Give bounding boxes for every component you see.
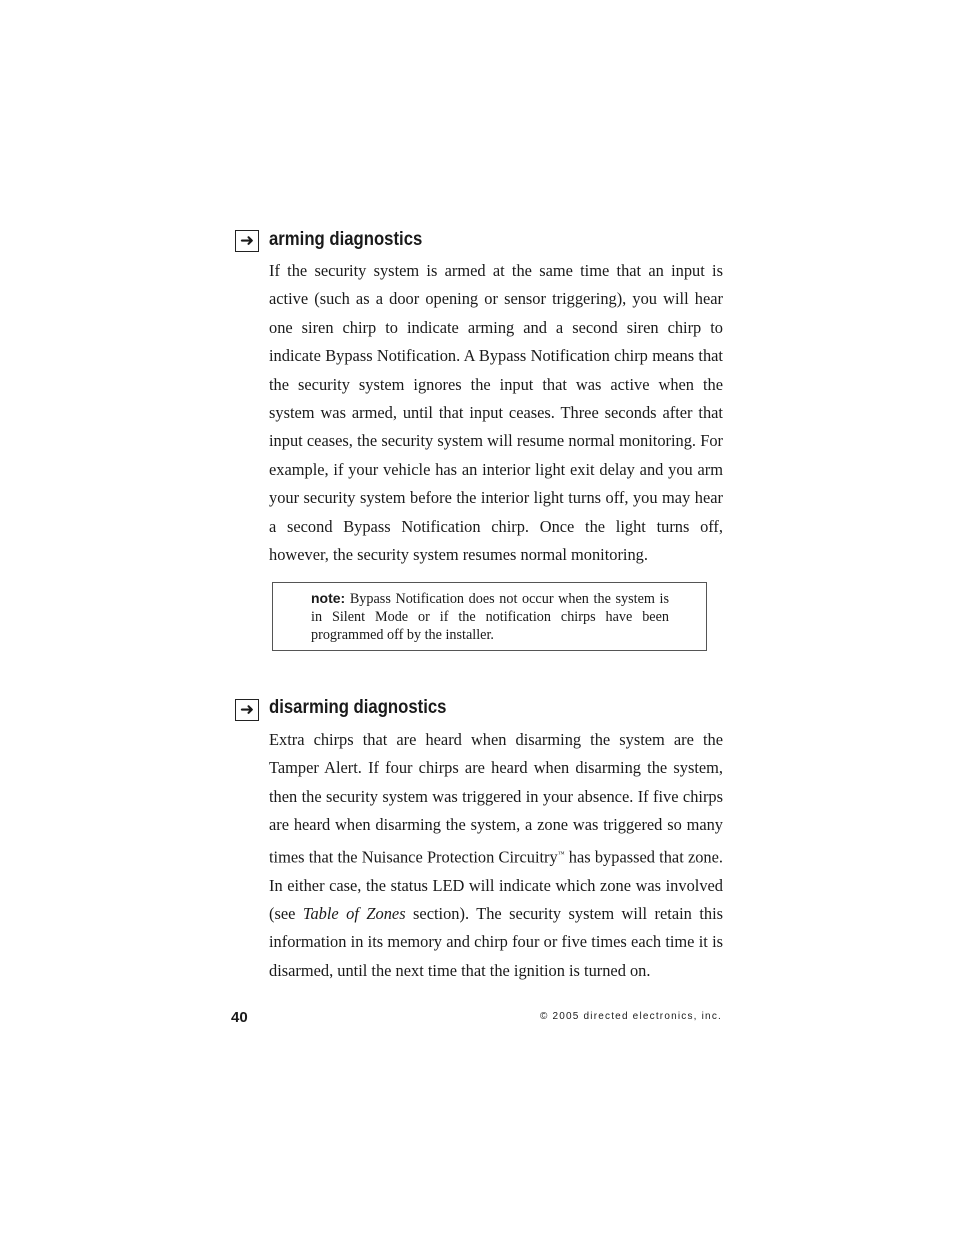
table-of-zones-reference: Table of Zones (302, 903, 406, 923)
note-text (311, 589, 669, 644)
note-box (272, 582, 707, 651)
section-heading-disarming: disarming diagnostics (269, 697, 447, 718)
right-arrow-icon: ➜ (235, 230, 259, 252)
body-text-part2: has bypassed that zone. In either case, the status LED will indicate which zone was involved (see (269, 847, 723, 923)
section-body-arming: If the security system is armed at the same time that an input is active (such as a door opening or sensor triggering), you will hear one siren chirp to indicate arming and a second siren chirp to indicate Bypass Notification. A Bypass Notification chirp means that the security system ignores the input that was active when the system was armed, until that input ceases. Three seconds after that input ceases, the security system will resume normal monitoring. For example, if your vehicle has an interior light exit delay and you arm your security system before the interior light turns off, you may hear a second Bypass Notification chirp. Once the light turns off, however, the security system resumes normal monitoring. (269, 261, 723, 565)
note-body: Bypass Notification does not occur when the system is in Silent Mode or if the notification chirps have been programmed off by the installer. (311, 591, 669, 643)
page-number: 40 (231, 1009, 248, 1026)
note-label: note: (311, 590, 346, 606)
section-body-disarming (269, 726, 723, 985)
copyright-notice: © 2005 directed electronics, inc. (539, 1011, 722, 1022)
trademark-symbol: ™ (557, 849, 565, 858)
body-text-part3: section). The security system will retain this information in its memory and chirp four or five times each time it is disarmed, until the next time that the ignition is turned on. (269, 903, 724, 980)
section-heading-arming: arming diagnostics (269, 229, 423, 250)
right-arrow-icon: ➜ (235, 699, 259, 721)
body-text-part1: Extra chirps that are heard when disarming the system are the Tamper Alert. If four chirps are heard when disarming the system, then the security system was triggered in your absence. If five chirps are heard when disarming the system, a zone was triggered so many times that the Nuisance Protection Circuitry (269, 730, 723, 867)
